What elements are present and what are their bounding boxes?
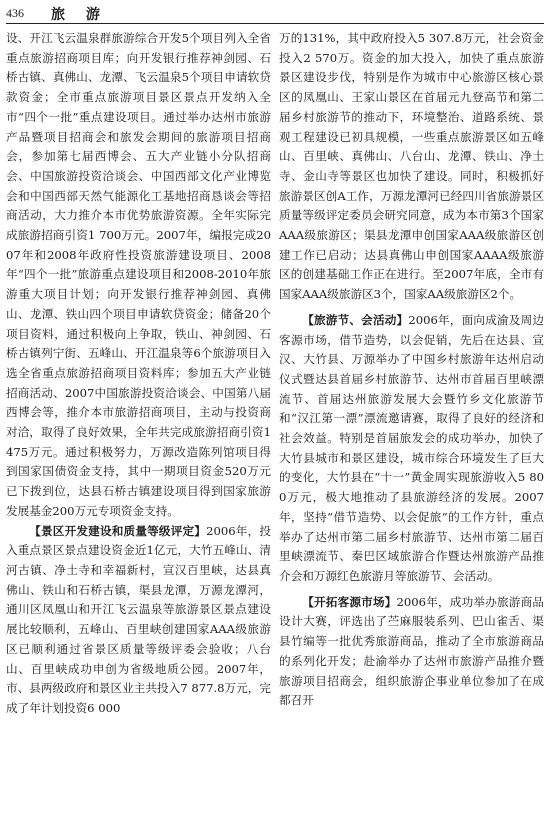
right-paragraph-1: 万的131%，其中政府投入5 307.8万元，社会资金投入2 570万。资金的加大投入，加快了重点旅游景区建设步伐，特别是作为城市中心旅游区核心景区的凤凰山、王家山景区在首届元九登高节和第二届乡村旅游节的推动下，环境整治、道路系统、景观工程建设已初具规模，一些重点旅游景区如五峰山、百里峡、真佛山、八台山、龙潭、铁山、净土寺、金山寺等景区也加快了建设。同时，积极抓好旅游景区创A工作，万源龙潭河已经四川省旅游景区质量等级评定委员会研究同意，成为本市第3个国家AAA级旅游区；渠县龙潭申创国家AAA级旅游区创建工作已启动；达县真佛山申创国家AAAA级旅游区的创建基础工作正在进行。至2007年底，全市有国家AAA级旅游区3个，国家AA级旅游区2个。: [279, 31, 544, 302]
section-body-source-market: 2006年，成功举办旅游商品设计大赛，评选出了苎麻服装系列、巴山雀舌、渠县竹编等一批优秀旅游商品，推动了全市旅游商品的系列化开发；赴渝举办了达州市旅游产品推介暨旅游项目招商会，组织旅游企事业单位参加了在成都召开: [279, 594, 544, 708]
right-paragraph-3: [279, 593, 544, 711]
section-heading-scenic-development: 【景区开发建设和质量等级评定】: [29, 523, 207, 538]
section-title: 旅 游: [51, 7, 108, 23]
right-paragraph-2: [279, 311, 544, 587]
section-body-festival-activities: 2006年，面向成渝及周边客源市场，借节造势，以会促销，先后在达县、宣汉、大竹县、万源举办了中国乡村旅游年达州启动仪式暨达县首届乡村旅游节、达州市首届百里峡漂流节、首届达州旅游发展大会暨竹乡文化旅游节和“汉江第一漂”漂流邀请赛，取得了良好的经济和社会效益。特别是首届旅发会的成功举办，加快了大竹县城市和景区建设，城市综合环境发生了巨大的变化，大竹县在“十一”黄金周实现旅游收入5 800万元，极大地推动了县旅游经济的发展。2007年，坚持“借节造势、以会促旅”的工作方针，重点举办了达州市第二届乡村旅游节、达州市第二届百里峡漂流节、秦巴区域旅游合作暨达州旅游产品推介会和万源红色旅游月等旅游节、会活动。: [279, 312, 544, 583]
right-column: [279, 29, 544, 825]
left-paragraph-1: 设、开江飞云温泉群旅游综合开发5个项目列入全省重点旅游招商项目库；向开发银行推荐神剑园、石桥古镇、真佛山、龙潭、飞云温泉5个项目申请软贷款资金；全市重点旅游项目景区景点开发纳入全市“四个一批”重点建设项目。通过举办达州市旅游产品暨项目招商会和旅发会期间的旅游项目招商会，参加第七届西博会、五大产业链小分队招商会、中国旅游投资洽谈会、中国西部文化产业博览会和中国西部天然气能源化工基地招商恳谈会等招商活动，大力推介本市优势旅游资源。全年实际完成旅游招商引资1 700万元。2007年，编报完成2007年和2008年政府性投资旅游建设项目、2008年“四个一批”旅游重点建设项目和2008-2010年旅游重大项目计划；向开发银行推荐神剑园、真佛山、龙潭、铁山四个项目申请软贷资金；储备20个项目资料，通过积极向上争取，铁山、神剑园、石桥古镇列宁街、五峰山、开江温泉等6个旅游项目入选全省重点旅游招商项目资料库；参加五大产业链招商活动、2007中国旅游投资洽谈会、中国第八届西博会等，推介本市旅游招商项目，主动与投资商对洽，取得了良好效果，全年共完成旅游招商引资1 475万元。通过积极努力，万源改造陈列馆项目得到国家国债资金支持，其中一期项目资金520万元已下拨到位，达县石桥古镇建设项目得到国家旅游发展基金200万元专项资金支持。: [6, 31, 271, 518]
section-body-scenic-development: 2006年，投入重点景区景点建设资金近1亿元，大竹五峰山、清河古镇、净土寺和幸福新村，宣汉百里峡，达县真佛山、铁山和石桥古镇，渠县龙潭，万源龙潭河，通川区凤凰山和开江飞云温泉等旅游景区景点建设展比较顺利，五峰山、百里峡创建国家AAA级旅游区已顺利通过省景区质量等级评委会验收；八台山、百里峡成功申创为省级地质公园。2007年，市、县两级政府和景区业主共投入7 877.8万元，完成了年计划投资6 000: [6, 523, 271, 715]
section-heading-source-market: 【开拓客源市场】: [302, 594, 397, 609]
page-number: 436: [6, 6, 24, 20]
left-paragraph-2: [6, 522, 271, 719]
header-rule: [6, 23, 544, 24]
left-column: [6, 29, 271, 825]
page-header: [6, 4, 544, 24]
section-heading-festival-activities: 【旅游节、会活动】: [302, 312, 409, 327]
